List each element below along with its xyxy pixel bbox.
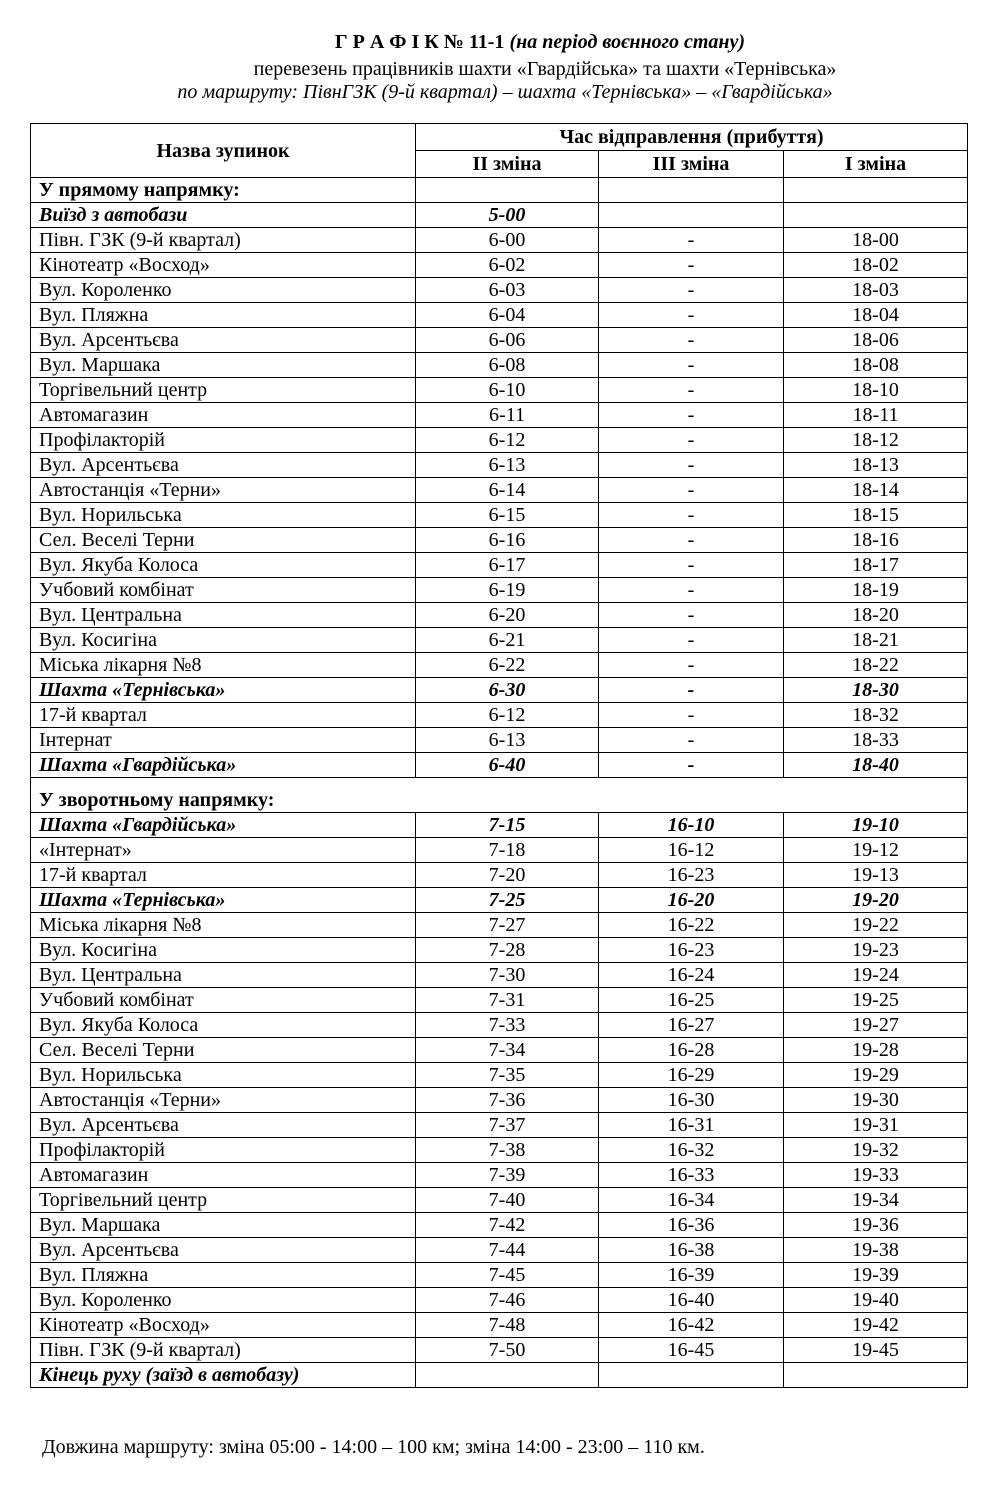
table-row — [31, 1063, 968, 1088]
table-row — [31, 228, 968, 253]
time-cell: 7-48 — [416, 1313, 599, 1338]
section-forward — [31, 178, 968, 203]
time-cell: 18-03 — [784, 278, 968, 303]
time-cell: 18-00 — [784, 228, 968, 253]
time-cell: 18-06 — [784, 328, 968, 353]
stop-name: Вул. Якуба Колоса — [31, 1013, 416, 1038]
stop-name: Вул. Пляжна — [31, 1263, 416, 1288]
time-cell: 16-27 — [599, 1013, 784, 1038]
stop-name: Вул. Норильська — [31, 503, 416, 528]
time-cell: 6-11 — [416, 403, 599, 428]
time-cell: - — [599, 653, 784, 678]
stop-name: Автомагазин — [31, 1163, 416, 1188]
time-cell: 18-21 — [784, 628, 968, 653]
time-cell: 7-34 — [416, 1038, 599, 1063]
time-cell: 16-22 — [599, 913, 784, 938]
time-cell: 7-37 — [416, 1113, 599, 1138]
time-cell: 19-38 — [784, 1238, 968, 1263]
time-cell: - — [599, 528, 784, 553]
time-cell: - — [599, 578, 784, 603]
time-cell: 16-31 — [599, 1113, 784, 1138]
time-cell: 16-36 — [599, 1213, 784, 1238]
stop-name: Шахта «Тернівська» — [31, 678, 416, 703]
table-row — [31, 1288, 968, 1313]
time-cell: - — [599, 603, 784, 628]
stop-name: Учбовий комбінат — [31, 988, 416, 1013]
table-row — [31, 478, 968, 503]
time-cell: 7-39 — [416, 1163, 599, 1188]
time-cell: 19-31 — [784, 1113, 968, 1138]
stop-name: Вул. Арсентьєва — [31, 1238, 416, 1263]
schedule-body — [31, 178, 968, 1388]
time-cell: 19-42 — [784, 1313, 968, 1338]
stop-name: Вул. Центральна — [31, 603, 416, 628]
time-cell: 7-42 — [416, 1213, 599, 1238]
table-row — [31, 1238, 968, 1263]
time-cell: 7-40 — [416, 1188, 599, 1213]
time-cell: 6-02 — [416, 253, 599, 278]
time-cell: 16-25 — [599, 988, 784, 1013]
time-cell: 7-30 — [416, 963, 599, 988]
stop-name: «Інтернат» — [31, 838, 416, 863]
time-cell: 6-19 — [416, 578, 599, 603]
time-cell: 19-32 — [784, 1138, 968, 1163]
time-cell: 18-40 — [784, 753, 968, 778]
stop-name: Шахта «Гвардійська» — [31, 813, 416, 838]
time-cell: 6-08 — [416, 353, 599, 378]
table-row — [31, 278, 968, 303]
time-cell: 18-22 — [784, 653, 968, 678]
stop-name: Вул. Короленко — [31, 1288, 416, 1313]
time-cell: 16-39 — [599, 1263, 784, 1288]
time-cell: 19-22 — [784, 913, 968, 938]
time-cell: 19-12 — [784, 838, 968, 863]
time-cell: 18-15 — [784, 503, 968, 528]
time-cell: 19-28 — [784, 1038, 968, 1063]
stop-name: Автостанція «Терни» — [31, 478, 416, 503]
time-cell: 6-22 — [416, 653, 599, 678]
time-cell — [599, 203, 784, 228]
stop-name: Учбовий комбінат — [31, 578, 416, 603]
stop-name: Вул. Центральна — [31, 963, 416, 988]
stop-name: Сел. Веселі Терни — [31, 528, 416, 553]
time-cell: 16-29 — [599, 1063, 784, 1088]
time-cell: 19-34 — [784, 1188, 968, 1213]
time-cell: 18-10 — [784, 378, 968, 403]
time-cell: 18-19 — [784, 578, 968, 603]
time-cell: 19-33 — [784, 1163, 968, 1188]
time-cell: 16-38 — [599, 1238, 784, 1263]
time-cell: - — [599, 553, 784, 578]
table-row — [31, 703, 968, 728]
table-row — [31, 753, 968, 778]
time-cell: - — [599, 278, 784, 303]
time-cell: 16-40 — [599, 1288, 784, 1313]
time-cell: 16-10 — [599, 813, 784, 838]
time-cell: - — [599, 328, 784, 353]
table-row — [31, 678, 968, 703]
time-cell — [784, 203, 968, 228]
time-cell: 16-32 — [599, 1138, 784, 1163]
time-cell: 7-31 — [416, 988, 599, 1013]
time-cell: - — [599, 478, 784, 503]
time-cell: 7-50 — [416, 1338, 599, 1363]
time-cell: 19-45 — [784, 1338, 968, 1363]
stop-name: Вул. Норильська — [31, 1063, 416, 1088]
stop-name: Вул. Косигіна — [31, 938, 416, 963]
table-row — [31, 728, 968, 753]
time-cell: 16-24 — [599, 963, 784, 988]
stop-name: Вул. Пляжна — [31, 303, 416, 328]
schedule-title — [0, 30, 1000, 54]
time-cell: 6-15 — [416, 503, 599, 528]
time-cell: 7-38 — [416, 1138, 599, 1163]
time-cell: - — [599, 403, 784, 428]
section-label: У прямому напрямку: — [31, 178, 416, 203]
table-row — [31, 628, 968, 653]
table-row — [31, 963, 968, 988]
time-cell: 19-10 — [784, 813, 968, 838]
time-cell: - — [599, 678, 784, 703]
time-cell: 6-10 — [416, 378, 599, 403]
time-cell: 7-46 — [416, 1288, 599, 1313]
time-cell: - — [599, 378, 784, 403]
time-cell: - — [599, 753, 784, 778]
table-row — [31, 988, 968, 1013]
time-cell: 18-20 — [784, 603, 968, 628]
time-cell: 18-04 — [784, 303, 968, 328]
stop-name: Вул. Маршака — [31, 1213, 416, 1238]
title-period: (на період воєнного стану) — [509, 31, 746, 53]
time-cell: 19-30 — [784, 1088, 968, 1113]
shift-1-header: І зміна — [784, 151, 968, 178]
stop-name: Півн. ГЗК (9-й квартал) — [31, 1338, 416, 1363]
time-cell: 16-33 — [599, 1163, 784, 1188]
table-row — [31, 1338, 968, 1363]
stop-name: Вул. Косигіна — [31, 628, 416, 653]
table-row — [31, 303, 968, 328]
stop-name: 17-й квартал — [31, 703, 416, 728]
time-cell: 16-30 — [599, 1088, 784, 1113]
table-row — [31, 1363, 968, 1388]
table-row — [31, 1188, 968, 1213]
stop-name: Вул. Арсентьєва — [31, 1113, 416, 1138]
time-cell: 6-17 — [416, 553, 599, 578]
table-row — [31, 1038, 968, 1063]
time-cell: 6-13 — [416, 453, 599, 478]
time-cell: 18-30 — [784, 678, 968, 703]
stop-name: Автомагазин — [31, 403, 416, 428]
time-cell: 18-16 — [784, 528, 968, 553]
time-cell: 18-14 — [784, 478, 968, 503]
time-cell: 18-33 — [784, 728, 968, 753]
table-row — [31, 503, 968, 528]
time-cell — [416, 1363, 599, 1388]
time-cell: 6-12 — [416, 703, 599, 728]
stop-name: Профілакторій — [31, 428, 416, 453]
table-row — [31, 1088, 968, 1113]
stop-name: Виїзд з автобази — [31, 203, 416, 228]
time-cell: - — [599, 728, 784, 753]
stop-name: Вул. Якуба Колоса — [31, 553, 416, 578]
table-row — [31, 578, 968, 603]
table-row — [31, 1163, 968, 1188]
time-cell: 16-34 — [599, 1188, 784, 1213]
time-cell: 16-23 — [599, 938, 784, 963]
time-cell: 18-12 — [784, 428, 968, 453]
time-cell: 6-14 — [416, 478, 599, 503]
time-cell: 6-06 — [416, 328, 599, 353]
table-row — [31, 913, 968, 938]
time-cell: 6-16 — [416, 528, 599, 553]
time-cell: 5-00 — [416, 203, 599, 228]
table-row — [31, 428, 968, 453]
table-row — [31, 203, 968, 228]
stop-name: Вул. Маршака — [31, 353, 416, 378]
time-cell: 18-08 — [784, 353, 968, 378]
time-cell — [599, 1363, 784, 1388]
stop-name: Півн. ГЗК (9-й квартал) — [31, 228, 416, 253]
table-row — [31, 603, 968, 628]
table-row — [31, 553, 968, 578]
time-cell: 6-21 — [416, 628, 599, 653]
stop-name: Торгівельний центр — [31, 378, 416, 403]
stop-name: Міська лікарня №8 — [31, 913, 416, 938]
table-row — [31, 838, 968, 863]
time-cell: - — [599, 303, 784, 328]
time-cell: 19-40 — [784, 1288, 968, 1313]
table-row — [31, 403, 968, 428]
table-row — [31, 863, 968, 888]
stop-name: Вул. Арсентьєва — [31, 453, 416, 478]
time-cell: 7-33 — [416, 1013, 599, 1038]
time-cell: 19-27 — [784, 1013, 968, 1038]
stop-name: Торгівельний центр — [31, 1188, 416, 1213]
time-cell: 7-20 — [416, 863, 599, 888]
stop-name: Кінець руху (заїзд в автобазу) — [31, 1363, 416, 1388]
stop-name: Вул. Короленко — [31, 278, 416, 303]
stop-name: Профілакторій — [31, 1138, 416, 1163]
time-cell: 7-27 — [416, 913, 599, 938]
table-row — [31, 253, 968, 278]
time-cell: 6-03 — [416, 278, 599, 303]
table-row — [31, 378, 968, 403]
time-cell: 18-02 — [784, 253, 968, 278]
time-cell: - — [599, 628, 784, 653]
table-row — [31, 1138, 968, 1163]
time-cell: 19-23 — [784, 938, 968, 963]
time-cell: 19-20 — [784, 888, 968, 913]
time-cell: 16-42 — [599, 1313, 784, 1338]
time-cell: 18-13 — [784, 453, 968, 478]
table-row — [31, 888, 968, 913]
stop-name: Кінотеатр «Восход» — [31, 1313, 416, 1338]
time-cell: 16-20 — [599, 888, 784, 913]
time-cell: 7-18 — [416, 838, 599, 863]
time-cell: 18-32 — [784, 703, 968, 728]
table-row — [31, 453, 968, 478]
time-cell: 19-39 — [784, 1263, 968, 1288]
shift-3-header: ІІІ зміна — [599, 151, 784, 178]
shift-2-header: ІІ зміна — [416, 151, 599, 178]
table-row — [31, 528, 968, 553]
route-description: по маршруту: ПівнГЗК (9-й квартал) – шахта «Тернівська» – «Гвардійська» — [177, 81, 833, 103]
time-cell: 16-28 — [599, 1038, 784, 1063]
table-row — [31, 1213, 968, 1238]
schedule-subtitle: перевезень працівників шахти «Гвардійська» та шахти «Тернівська» — [253, 58, 837, 80]
stop-name: Кінотеатр «Восход» — [31, 253, 416, 278]
time-cell: 19-25 — [784, 988, 968, 1013]
section-reverse — [31, 778, 968, 813]
table-row — [31, 653, 968, 678]
stop-name: Сел. Веселі Терни — [31, 1038, 416, 1063]
time-cell: 7-25 — [416, 888, 599, 913]
time-cell: - — [599, 253, 784, 278]
stop-name: 17-й квартал — [31, 863, 416, 888]
time-cell: 7-15 — [416, 813, 599, 838]
time-cell: - — [599, 503, 784, 528]
time-cell: 7-36 — [416, 1088, 599, 1113]
stop-name: Міська лікарня №8 — [31, 653, 416, 678]
time-cell: - — [599, 453, 784, 478]
schedule-table — [30, 123, 968, 1388]
time-cell: 18-17 — [784, 553, 968, 578]
table-row — [31, 813, 968, 838]
stop-name: Автостанція «Терни» — [31, 1088, 416, 1113]
time-cell: 6-04 — [416, 303, 599, 328]
time-cell: 6-30 — [416, 678, 599, 703]
table-row — [31, 1013, 968, 1038]
time-cell: 7-35 — [416, 1063, 599, 1088]
time-cell: 16-23 — [599, 863, 784, 888]
time-cell: - — [599, 428, 784, 453]
time-cell: 16-45 — [599, 1338, 784, 1363]
title-text: Г Р А Ф І К № 11-1 — [334, 31, 505, 53]
stop-name: Вул. Арсентьєва — [31, 328, 416, 353]
stop-name: Шахта «Гвардійська» — [31, 753, 416, 778]
time-cell: 19-24 — [784, 963, 968, 988]
time-cell: 19-13 — [784, 863, 968, 888]
time-header: Час відправлення (прибуття) — [416, 124, 968, 151]
time-cell: 7-28 — [416, 938, 599, 963]
section-label: У зворотньому напрямку: — [31, 778, 968, 813]
time-cell: 19-29 — [784, 1063, 968, 1088]
table-row — [31, 1263, 968, 1288]
time-cell: 6-13 — [416, 728, 599, 753]
route-length-note: Довжина маршруту: зміна 05:00 - 14:00 – 100 км; зміна 14:00 - 23:00 – 110 км. — [42, 1436, 705, 1458]
table-row — [31, 938, 968, 963]
table-row — [31, 328, 968, 353]
time-cell: - — [599, 228, 784, 253]
table-row — [31, 1113, 968, 1138]
time-cell: 7-44 — [416, 1238, 599, 1263]
time-cell: 6-20 — [416, 603, 599, 628]
time-cell: 18-11 — [784, 403, 968, 428]
stop-name: Інтернат — [31, 728, 416, 753]
time-cell: 19-36 — [784, 1213, 968, 1238]
time-cell: - — [599, 703, 784, 728]
table-row — [31, 353, 968, 378]
stop-name-header: Назва зупинок — [31, 124, 416, 178]
time-cell: 6-40 — [416, 753, 599, 778]
time-cell: 16-12 — [599, 838, 784, 863]
time-cell — [784, 1363, 968, 1388]
stop-name: Шахта «Тернівська» — [31, 888, 416, 913]
time-cell: 6-12 — [416, 428, 599, 453]
time-cell: 6-00 — [416, 228, 599, 253]
time-cell: 7-45 — [416, 1263, 599, 1288]
table-row — [31, 1313, 968, 1338]
time-cell: - — [599, 353, 784, 378]
